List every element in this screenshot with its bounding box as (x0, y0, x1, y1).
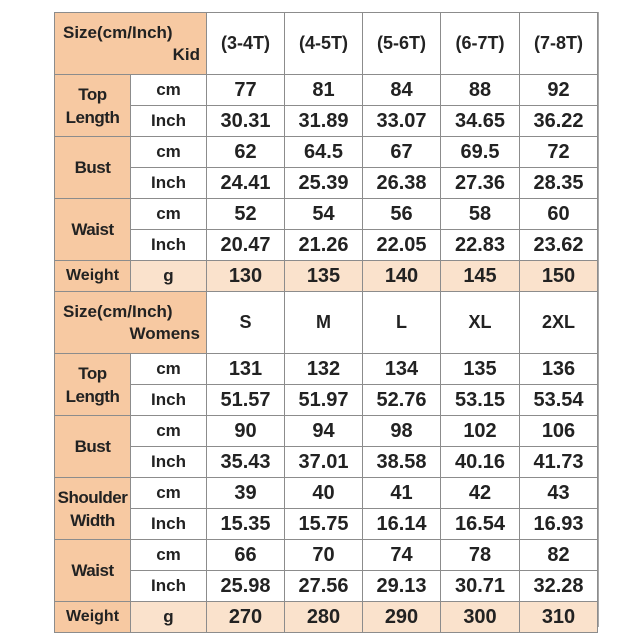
table-cell: 27.36 (441, 168, 520, 199)
table-cell: 60 (520, 199, 598, 230)
table-cell: 38.58 (363, 447, 441, 478)
unit-label: cm (131, 75, 207, 106)
table-cell: 64.5 (285, 137, 363, 168)
table-row (55, 571, 598, 602)
unit-label: Inch (131, 168, 207, 199)
table-cell: 135 (285, 261, 363, 292)
womens-header-row (55, 292, 598, 354)
table-cell: 69.5 (441, 137, 520, 168)
table-row (55, 106, 598, 137)
table-cell: 62 (207, 137, 285, 168)
table-cell: 72 (520, 137, 598, 168)
weight-unit: g (131, 261, 207, 292)
table-cell: 30.71 (441, 571, 520, 602)
weight-row (55, 602, 598, 633)
table-cell: 32.28 (520, 571, 598, 602)
table-cell: 54 (285, 199, 363, 230)
size-header: (7-8T) (520, 13, 598, 75)
unit-label: Inch (131, 230, 207, 261)
kid-header-line1: Size(cm/Inch) (63, 22, 173, 42)
weight-unit: g (131, 602, 207, 633)
table-cell: 310 (520, 602, 598, 633)
table-cell: 40.16 (441, 447, 520, 478)
table-cell: 30.31 (207, 106, 285, 137)
kid-header-label (55, 13, 207, 75)
table-cell: 31.89 (285, 106, 363, 137)
kid-header-row (55, 13, 598, 75)
table-cell: 98 (363, 416, 441, 447)
table-cell: 36.22 (520, 106, 598, 137)
table-cell: 136 (520, 354, 598, 385)
unit-label: Inch (131, 509, 207, 540)
table-cell: 90 (207, 416, 285, 447)
unit-label: cm (131, 354, 207, 385)
table-cell: 33.07 (363, 106, 441, 137)
measure-label-line: Top (78, 363, 107, 383)
table-cell: 270 (207, 602, 285, 633)
table-cell: 58 (441, 199, 520, 230)
unit-label: Inch (131, 447, 207, 478)
table-row (55, 230, 598, 261)
table-cell: 16.54 (441, 509, 520, 540)
measure-label (55, 199, 131, 261)
measure-label (55, 75, 131, 137)
table-cell: 26.38 (363, 168, 441, 199)
table-cell: 102 (441, 416, 520, 447)
unit-label: Inch (131, 571, 207, 602)
table-cell: 135 (441, 354, 520, 385)
table-cell: 15.75 (285, 509, 363, 540)
measure-label (55, 540, 131, 602)
unit-label: cm (131, 137, 207, 168)
womens-header-line1: Size(cm/Inch) (63, 301, 173, 321)
table-cell: 39 (207, 478, 285, 509)
measure-label-line: Bust (74, 158, 111, 177)
table-cell: 290 (363, 602, 441, 633)
measure-label (55, 354, 131, 416)
measure-label (55, 416, 131, 478)
table-cell: 92 (520, 75, 598, 106)
unit-label: cm (131, 199, 207, 230)
measure-label-line: Waist (71, 220, 114, 239)
table-cell: 140 (363, 261, 441, 292)
table-cell: 300 (441, 602, 520, 633)
table-cell: 41.73 (520, 447, 598, 478)
table-cell: 16.93 (520, 509, 598, 540)
measure-label-line: Length (65, 107, 120, 127)
size-header: (4-5T) (285, 13, 363, 75)
table-cell: 25.39 (285, 168, 363, 199)
table-cell: 21.26 (285, 230, 363, 261)
measure-label-line: Length (65, 386, 120, 406)
table-cell: 77 (207, 75, 285, 106)
unit-label: Inch (131, 385, 207, 416)
table-cell: 34.65 (441, 106, 520, 137)
table-cell: 27.56 (285, 571, 363, 602)
table-cell: 37.01 (285, 447, 363, 478)
table-cell: 51.97 (285, 385, 363, 416)
kid-header-line2: Kid (172, 44, 200, 64)
measure-label-line: Top (78, 84, 107, 104)
table-cell: 81 (285, 75, 363, 106)
table-cell: 145 (441, 261, 520, 292)
size-chart-frame (54, 12, 599, 627)
table-cell: 16.14 (363, 509, 441, 540)
table-cell: 52.76 (363, 385, 441, 416)
table-cell: 40 (285, 478, 363, 509)
table-cell: 22.05 (363, 230, 441, 261)
size-header: 2XL (520, 292, 598, 354)
table-cell: 106 (520, 416, 598, 447)
table-cell: 25.98 (207, 571, 285, 602)
womens-header-line2: Womens (129, 323, 200, 343)
table-cell: 41 (363, 478, 441, 509)
table-cell: 22.83 (441, 230, 520, 261)
measure-label-line: Bust (74, 437, 111, 456)
table-cell: 67 (363, 137, 441, 168)
size-header: L (363, 292, 441, 354)
table-row (55, 416, 598, 447)
measure-label-line: Shoulder (57, 487, 128, 507)
table-row (55, 75, 598, 106)
unit-label: cm (131, 416, 207, 447)
table-cell: 131 (207, 354, 285, 385)
weight-label: Weight (55, 602, 131, 633)
size-header: (6-7T) (441, 13, 520, 75)
table-cell: 66 (207, 540, 285, 571)
weight-label: Weight (55, 261, 131, 292)
size-header: (5-6T) (363, 13, 441, 75)
table-row (55, 447, 598, 478)
table-cell: 82 (520, 540, 598, 571)
table-cell: 29.13 (363, 571, 441, 602)
table-cell: 132 (285, 354, 363, 385)
unit-label: cm (131, 478, 207, 509)
table-cell: 20.47 (207, 230, 285, 261)
measure-label (55, 478, 131, 540)
size-header: M (285, 292, 363, 354)
table-cell: 280 (285, 602, 363, 633)
table-cell: 52 (207, 199, 285, 230)
table-cell: 150 (520, 261, 598, 292)
measure-label (55, 137, 131, 199)
table-cell: 51.57 (207, 385, 285, 416)
table-cell: 42 (441, 478, 520, 509)
weight-row (55, 261, 598, 292)
size-header: S (207, 292, 285, 354)
table-row (55, 354, 598, 385)
measure-label-line: Waist (71, 561, 114, 580)
table-cell: 84 (363, 75, 441, 106)
size-chart-body (55, 13, 598, 633)
table-row (55, 137, 598, 168)
table-cell: 43 (520, 478, 598, 509)
table-cell: 24.41 (207, 168, 285, 199)
table-cell: 94 (285, 416, 363, 447)
table-cell: 78 (441, 540, 520, 571)
size-chart-table (54, 12, 598, 633)
unit-label: Inch (131, 106, 207, 137)
table-cell: 53.15 (441, 385, 520, 416)
womens-header-label (55, 292, 207, 354)
table-cell: 15.35 (207, 509, 285, 540)
table-row (55, 540, 598, 571)
measure-label-line: Width (70, 510, 115, 530)
table-row (55, 168, 598, 199)
table-cell: 130 (207, 261, 285, 292)
table-cell: 23.62 (520, 230, 598, 261)
table-cell: 88 (441, 75, 520, 106)
table-row (55, 385, 598, 416)
table-cell: 53.54 (520, 385, 598, 416)
table-row (55, 509, 598, 540)
table-cell: 134 (363, 354, 441, 385)
unit-label: cm (131, 540, 207, 571)
table-row (55, 478, 598, 509)
table-cell: 56 (363, 199, 441, 230)
table-row (55, 199, 598, 230)
table-cell: 74 (363, 540, 441, 571)
table-cell: 28.35 (520, 168, 598, 199)
size-header: XL (441, 292, 520, 354)
table-cell: 70 (285, 540, 363, 571)
size-header: (3-4T) (207, 13, 285, 75)
table-cell: 35.43 (207, 447, 285, 478)
